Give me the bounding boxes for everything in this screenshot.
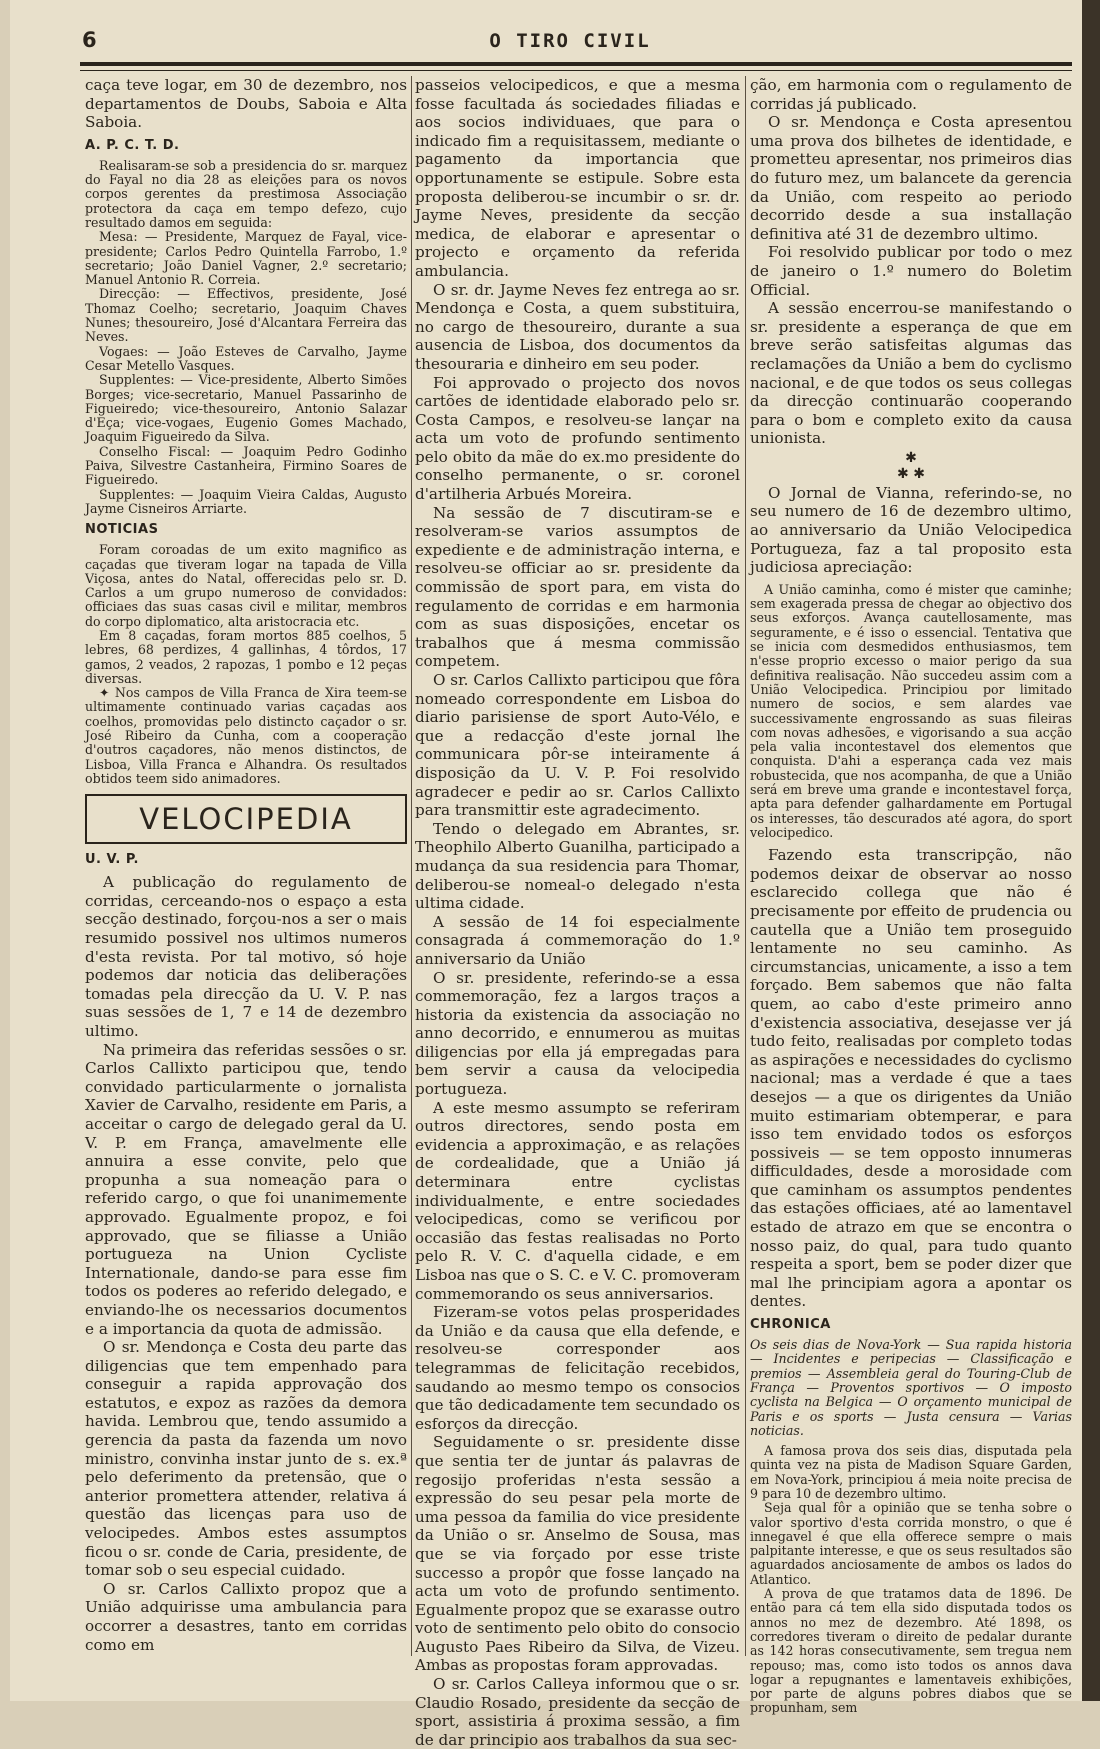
section-heading-chronica: CHRONICA bbox=[750, 1317, 831, 1333]
article-paragraph: O sr. Carlos Callixto propoz que a União adquirisse uma ambulancia para occorrer a desastres, tanto em corridas como em bbox=[85, 1579, 407, 1654]
section-heading-apctd: A. P. C. T. D. bbox=[85, 137, 180, 153]
article-paragraph: A sessão de 14 foi especialmente consagrada á commemoração do 1.º anniversario da União bbox=[415, 912, 740, 968]
article-paragraph: Fizeram-se votos pelas prosperidades da União e da causa que ella defende, e resolveu-se corresponder aos telegrammas de felicitação recebidos, saudando ao mesmo tempo os consocios que tão dedicadamente tem secundado os esforços da direcção. bbox=[415, 1303, 740, 1433]
article-paragraph: Seja qual fôr a opinião que se tenha sobre o valor sportivo d'esta corrida monstro, o que é innegavel é que ella offerece sempre o mais palpitante interesse, e que os seus resultados são aguardados anciosamente de ambos os lados do Atlantico. bbox=[750, 1500, 1072, 1587]
newspaper-title: O TIRO CIVIL bbox=[489, 30, 651, 52]
article-paragraph: passeios velocipedicos, e que a mesma fosse facultada ás sociedades filiadas e aos socios individuaes, que para o indicado fim a requisitassem, mediante o pagamento da importancia que opportunamente se estipule. Sobre esta proposta deliberou-se incumbir o sr. dr. Jayme Neves, presidente da secção medica, de elaborar e apresentar o projecto e orçamento da referida ambulancia. bbox=[415, 76, 740, 280]
page-header bbox=[70, 28, 1070, 54]
article-paragraph: O sr. presidente, referindo-se a essa commemoração, fez a largos traços a historia da existencia da associação no anno decorrido, e ennumerou as muitas diligencias por ella já empregadas para bem servir a causa da velocipedia portugueza. bbox=[415, 968, 740, 1099]
column-3 bbox=[750, 76, 1072, 1716]
article-paragraph: ção, em harmonia com o regulamento de corridas já publicado. bbox=[750, 76, 1072, 113]
article-paragraph: Em 8 caçadas, foram mortos 885 coelhos, 5 lebres, 68 perdizes, 4 gallinhas, 4 tôrdos, 17 gamos, 2 veados, 2 rapozas, 1 pombo e 12 peças diversas. bbox=[85, 627, 407, 686]
article-paragraph: O sr. Mendonça e Costa deu parte das diligencias que tem empenhado para conseguir a rapida approvação dos estatutos, e expoz as razões da demora havida. Lembrou que, tendo assumido a gerencia da pasta da fazenda um novo ministro, convinha instar junto de s. ex.ª pelo deferimento da pretensão, que o anterior promettera attender, relativa á questão das licenças para uso de velocipedes. Ambos estes assumptos ficou o sr. conde de Caria, presidente, de tomar sob o seu especial cuidado. bbox=[85, 1338, 407, 1580]
article-paragraph: Direcção: — Effectivos, presidente, José Thomaz Coelho; secretario, Joaquim Chaves Nunes; thesoureiro, José d'Alcantara Ferreira das Neves. bbox=[85, 286, 407, 345]
column-divider bbox=[745, 76, 746, 1656]
section-heading-uvp: U. V. P. bbox=[85, 852, 139, 868]
page-number: 6 bbox=[82, 28, 97, 52]
article-paragraph: A este mesmo assumpto se referiram outros directores, sendo posta em evidencia a approximação, e as relações de cordealidade, que a União já determinara entre cyclistas individualmente, e entre sociedades velocipedicas, como se verificou por occasião das festas realisadas no Porto pelo R. V. C. d'aquella cidade, e em Lisboa nas que o S. C. e V. C. promoveram commemorando os seus anniversarios. bbox=[415, 1098, 740, 1303]
chronica-summary: Os seis dias de Nova-York — Sua rapida historia — Incidentes e peripecias — Classificação e premios — Assembleia geral do Touring-Club de França — Proventos sportivos — O imposto cyclista na Belgica — O orçamento municipal de Paris e os sports — Justa censura — Varias noticias. bbox=[750, 1337, 1072, 1438]
article-paragraph: Foi approvado o projecto dos novos cartões de identidade elaborado pelo sr. Costa Campos, e resolveu-se lançar na acta um voto de profundo sentimento pelo obito da mãe do ex.mo presidente do conselho permanente, o sr. coronel d'artilheria Arbués Moreira. bbox=[415, 373, 740, 504]
article-paragraph: Vogaes: — João Esteves de Carvalho, Jayme Cesar Metello Vasques. bbox=[85, 343, 407, 373]
article-paragraph: O sr. Carlos Calleya informou que o sr. Claudio Rosado, presidente da secção de sport, assistiria á proxima sessão, a fim de dar principio aos trabalhos da sua sec- bbox=[415, 1675, 740, 1749]
header-rule-thick bbox=[80, 62, 1072, 66]
column-1 bbox=[85, 76, 407, 1654]
page-edge-shadow bbox=[1082, 0, 1100, 1701]
article-paragraph: Conselho Fiscal: — Joaquim Pedro Godinho Paiva, Silvestre Castanheira, Firmino Soares de Figueiredo. bbox=[85, 443, 407, 488]
column-divider bbox=[411, 76, 412, 1656]
quoted-paragraph: A União caminha, como é mister que caminhe; sem exagerada pressa de chegar ao objectivo dos seus exforços. Avança cautellosamente, mas seguramente, e é isso o essencial. Tentativa que se inicia com desmedidos enthusiasmos, tem n'esse proprio excesso o maior perigo da sua definitiva realisação. Não succedeu assim com a União Velocipedica. Principiou por limitado numero de socios, e sem alardes vae successivamente engrossando as suas fileiras com novas adhesões, e vigorisando a sua acção pela valia incontestavel dos elementos que conquista. D'ahi a esperança cada vez mais robustecida, que nos acompanha, de que a União será em breve uma grande e incontestavel força, apta para defender galhardamente em Portugal os interesses, tão descurados até agora, do sport velocipedico. bbox=[750, 581, 1072, 840]
article-paragraph: Supplentes: — Joaquim Vieira Caldas, Augusto Jayme Cisneiros Arriarte. bbox=[85, 486, 407, 516]
article-paragraph: Realisaram-se sob a presidencia do sr. marquez do Fayal no dia 28 as eleições para os novos corpos gerentes da prestimosa Associação protectora da caça em tempo defezo, cujo resultado damos em seguida: bbox=[85, 157, 407, 230]
article-paragraph: Supplentes: — Vice-presidente, Alberto Simões Borges; vice-secretario, Manuel Passarinho de Figueiredo; vice-thesoureiro, Antonio Salazar d'Eça; vice-vogaes, Eugenio Gomes Machado, Joaquim Figueiredo da Silva. bbox=[85, 372, 407, 445]
article-paragraph: Foram coroadas de um exito magnifico as caçadas que tiveram logar na tapada de Villa Viçosa, antes do Natal, offerecidas pelo sr. D. Carlos a um grupo numeroso de convidados: officiaes das suas casas civil e militar, membros do corpo diplomatico, alta aristocracia etc. bbox=[85, 542, 407, 629]
article-paragraph: ✦ Nos campos de Villa Franca de Xira teem-se ultimamente continuado varias caçadas aos coelhos, promovidas pelo distincto caçador o sr. José Ribeiro da Cunha, com a cooperação d'outros caçadores, não menos distinctos, de Lisboa, Villa Franca e Alhandra. Os resultados obtidos teem sido animadores. bbox=[85, 685, 407, 786]
article-paragraph: A publicação do regulamento de corridas, cerceando-nos o espaço a esta secção destinado, forçou-nos a ser o mais resumido possivel nos ultimos numeros d'esta revista. Por tal motivo, só hoje podemos dar noticia das deliberações tomadas pela direcção da U. V. P. nas suas sessões de 1, 7 e 14 de dezembro ultimo. bbox=[85, 873, 407, 1040]
article-paragraph: Mesa: — Presidente, Marquez de Fayal, vice-presidente; Carlos Pedro Quintella Farrobo, 1.º secretario; João Daniel Vagner, 2.º secretario; Manuel Antonio R. Correia. bbox=[85, 229, 407, 288]
newspaper-page bbox=[10, 0, 1082, 1749]
article-paragraph: Seguidamente o sr. presidente disse que sentia ter de juntar ás palavras de regosijo proferidas n'esta sessão a expressão do seu pesar pela morte de uma pessoa da familia do vice presidente da União o sr. Anselmo de Sousa, mas que se via forçado por esse triste successo a propôr que fosse lançado na acta um voto de profundo sentimento. Egualmente propoz que se exarasse outro voto de sentimento pelo obito do consocio Augusto Paes Ribeiro da Silva, de Vizeu. Ambas as propostas foram approvadas. bbox=[415, 1433, 740, 1675]
article-paragraph: O sr. Carlos Callixto participou que fôra nomeado correspondente em Lisboa do diario parisiense de sport Auto-Vélo, e que a redacção d'este jornal lhe communicara pôr-se inteiramente á disposição da U. V. P. Foi resolvido agradecer e pedir ao sr. Carlos Callixto para transmittir este agradecimento. bbox=[415, 671, 740, 820]
article-paragraph: O sr. dr. Jayme Neves fez entrega ao sr. Mendonça e Costa, a quem substituira, no cargo de thesoureiro, durante a sua ausencia de Lisboa, dos documentos da thesouraria e dinheiro em seu poder. bbox=[415, 280, 740, 373]
article-paragraph: A famosa prova dos seis dias, disputada pela quinta vez na pista de Madison Square Garden, em Nova-York, principiou á meia noite precisa de 9 para 10 de dezembro ultimo. bbox=[750, 1443, 1072, 1501]
section-heading-noticias: NOTICIAS bbox=[85, 522, 159, 538]
article-paragraph: Na sessão de 7 discutiram-se e resolveram-se varios assumptos de expediente e de administração interna, e resolveu-se officiar ao sr. presidente da commissão de sport para, em vista do regulamento de corridas e em harmonia com as suas disposições, encetar os trabalhos que á mesma commissão competem. bbox=[415, 503, 740, 671]
article-paragraph: Na primeira das referidas sessões o sr. Carlos Callixto participou que, tendo convidado particularmente o jornalista Xavier de Carvalho, residente em Paris, a acceitar o cargo de delegado geral da U. V. P. em França, amavelmente elle annuira a esse convite, pelo que propunha a sua nomeação para o referido cargo, o que foi unanimemente approvado. Egualmente propoz, e foi approvado, que se filiasse a União portugueza na Union Cycliste Internationale, dando-se para esse fim todos os poderes ao referido delegado, e enviando-lhe os necessarios documentos e a importancia da quota de admissão. bbox=[85, 1040, 407, 1338]
article-paragraph: Foi resolvido publicar por todo o mez de janeiro o 1.º numero do Boletim Official. bbox=[750, 243, 1072, 299]
section-separator-stars: ✱ ✱ ✱ bbox=[897, 449, 925, 482]
article-paragraph: O Jornal de Vianna, referindo-se, no seu numero de 16 de dezembro ultimo, ao anniversario da União Velocipedica Portugueza, faz a tal proposito esta judiciosa apreciação: bbox=[750, 483, 1072, 577]
article-paragraph: A prova de que tratamos data de 1896. De então para cá tem ella sido disputada todos os annos no mez de dezembro. Até 1898, os corredores tiveram o direito de pedalar durante as 142 horas consecutivamente, sem tregua nem repouso; mas, como isto todos os annos dava logar a repugnantes e lamentaveis exhibições, por parte de alguns pobres diabos que se propunham, sem bbox=[750, 1586, 1072, 1716]
article-paragraph: Fazendo esta transcripção, não podemos deixar de observar ao nosso esclarecido collega que não é precisamente por effeito de prudencia ou cautella que a União tem proseguido lentamente no seu caminho. As circumstancias, unicamente, a isso a tem forçado. Bem sabemos que não falta quem, ao cabo d'este primeiro anno d'existencia associativa, desejasse ver já tudo feito, realisadas por completo todas as aspirações e necessidades do cyclismo nacional; mas a verdade é que a taes desejos — a que os dirigentes da União muito estimariam obtemperar, e para isso tem envidado todos os esforços possiveis — se tem opposto innumeras difficuldades, desde a morosidade com que caminham os assumptos pendentes das estações officiaes, até ao lamentavel estado de atrazo em que se encontra o nosso paiz, do qual, para tudo quanto respeita a sport, bem se poder dizer que mal lhe principiam agora a apontar os dentes. bbox=[750, 846, 1072, 1311]
header-rule-thin bbox=[80, 70, 1072, 71]
article-paragraph: O sr. Mendonça e Costa apresentou uma prova dos bilhetes de identidade, e prometteu apresentar, nos primeiros dias do futuro mez, um balancete da gerencia da União, com respeito ao periodo decorrido desde a sua installação definitiva até 31 de dezembro ultimo. bbox=[750, 113, 1072, 243]
article-paragraph: caça teve logar, em 30 de dezembro, nos departamentos de Doubs, Saboia e Alta Saboia. bbox=[85, 76, 407, 132]
column-2 bbox=[415, 76, 740, 1749]
velocipedia-title: VELOCIPEDIA bbox=[85, 794, 407, 844]
article-paragraph: A sessão encerrou-se manifestando o sr. presidente a esperança de que em breve serão satisfeitas algumas das reclamações da União a bem do cyclismo nacional, e de que todos os seus collegas da direcção continuarão cooperando para o bom e completo exito da causa unionista. bbox=[750, 299, 1072, 448]
article-paragraph: Tendo o delegado em Abrantes, sr. Theophilo Alberto Guanilha, participado a mudança da sua residencia para Thomar, deliberou-se nomeal-o delegado n'esta ultima cidade. bbox=[415, 819, 740, 913]
